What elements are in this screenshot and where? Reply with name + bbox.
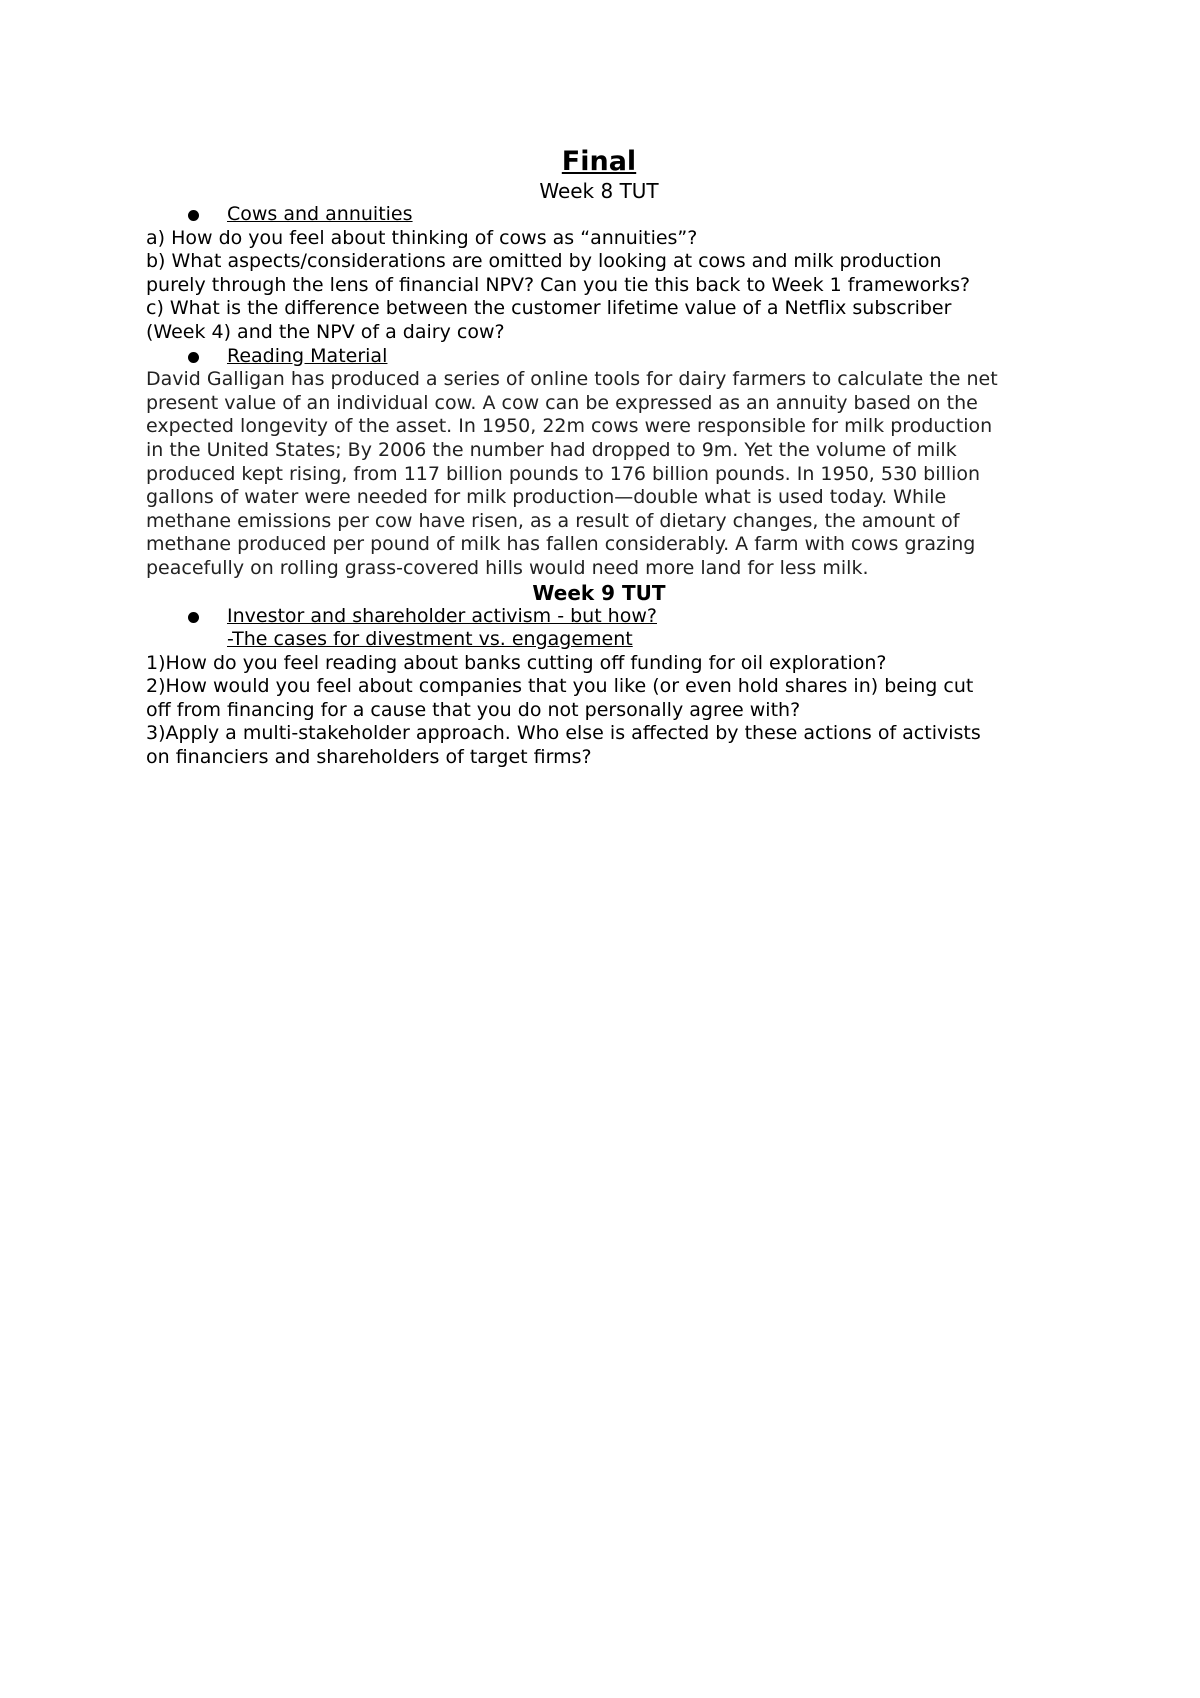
week8-bullet-cows [146,203,1066,227]
bullet-dot-icon [188,612,199,623]
question-line: on financiers and shareholders of target firms? [146,746,592,769]
paragraph-line: peacefully on rolling grass-covered hills would need more land for less milk. [146,556,869,579]
week9-questions [146,652,1066,770]
paragraph-line: methane produced per pound of milk has fallen considerably. A farm with cows grazing [146,533,976,556]
week9-heading: Week 9 TUT [532,580,666,605]
bullet-label: Investor and shareholder activism - but how? [227,604,657,627]
paragraph-line: produced kept rising, from 117 billion pounds to 176 billion pounds. In 1950, 530 billion [146,462,981,485]
paragraph-line: expected longevity of the asset. In 1950, 22m cows were responsible for milk production [146,415,993,438]
week9-bullet-activism [146,605,1066,629]
question-line: b) What aspects/considerations are omitted by looking at cows and milk production [146,250,942,273]
paragraph-line: David Galligan has produced a series of online tools for dairy farmers to calculate the net [146,368,998,391]
question-line: 2)How would you feel about companies that you like (or even hold shares in) being cut [146,675,974,698]
bullet-dot-icon [188,352,199,363]
document-content [146,145,1066,770]
paragraph-line: in the United States; By 2006 the number had dropped to 9m. Yet the volume of milk [146,438,957,461]
reading-material-paragraph [146,368,1066,580]
bullet-label: Reading Material [227,344,388,367]
question-line: off from financing for a cause that you do not personally agree with? [146,698,801,721]
question-line: purely through the lens of financial NPV? Can you tie this back to Week 1 frameworks? [146,273,971,296]
question-line: c) What is the difference between the customer lifetime value of a Netflix subscriber [146,297,952,320]
question-line: (Week 4) and the NPV of a dairy cow? [146,320,505,343]
week9-subline: -The cases for divestment vs. engagement [227,628,633,651]
week8-questions [146,227,1066,345]
question-line: 3)Apply a multi-stakeholder approach. Who else is affected by these actions of activists [146,722,981,745]
question-line: a) How do you feel about thinking of cows as “annuities”? [146,226,698,249]
bullet-dot-icon [188,210,199,221]
bullet-label: Cows and annuities [227,203,413,225]
week8-bullet-reading [146,345,1066,369]
week8-heading: Week 8 TUT [539,179,659,203]
question-line: 1)How do you feel reading about banks cutting off funding for oil exploration? [146,651,887,674]
paragraph-line: gallons of water were needed for milk production—double what is used today. While [146,486,947,509]
paragraph-line: present value of an individual cow. A cow can be expressed as an annuity based on the [146,391,978,414]
paragraph-line: methane emissions per cow have risen, as a result of dietary changes, the amount of [146,509,960,532]
document-title: Final [561,146,637,177]
